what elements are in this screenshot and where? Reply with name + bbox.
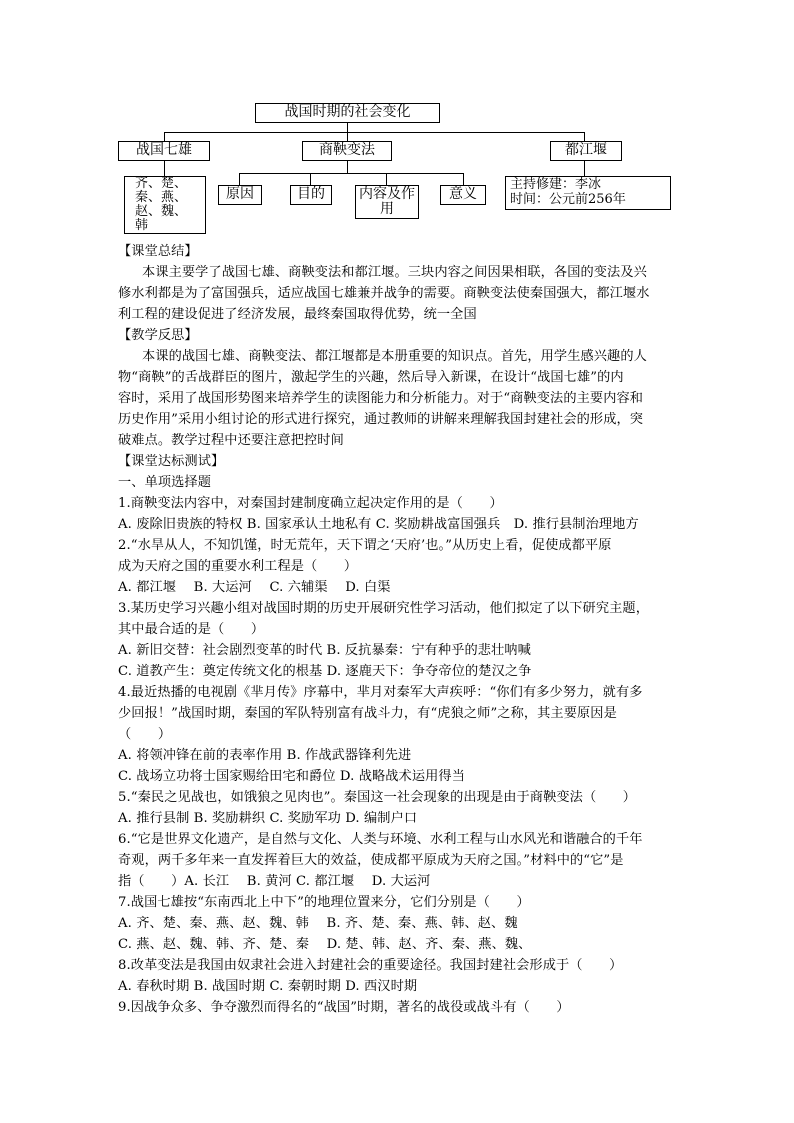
question-line: A. 都江堰 B. 大运河 C. 六辅渠 D. 白渠 xyxy=(118,580,391,595)
diagram-root: 战国时期的社会变化 xyxy=(255,103,440,123)
summary-line: 本课主要学了战国七雄、商鞅变法和都江堰。三块内容之间因果相联，各国的变法及兴 xyxy=(142,265,647,280)
question-line: 4.最近热播的电视剧《芈月传》序幕中，芈月对秦军大声疾呼：“你们有多少努力，就有多 xyxy=(118,685,643,700)
reflection-line: 本课的战国七雄、商鞅变法、都江堰都是本册重要的知识点。首先，用学生感兴趣的人 xyxy=(142,349,647,364)
diagram-shang-significance: 意义 xyxy=(440,185,486,205)
states-line: 韩 xyxy=(135,218,149,233)
question-line: A. 推行县制 B. 奖励耕织 C. 奖励军功 D. 编制户口 xyxy=(118,811,418,826)
question-line: A. 新旧交替：社会剧烈变革的时代 B. 反抗暴秦：宁有种乎的悲壮呐喊 xyxy=(118,643,531,658)
diagram-branch-dujiangyan: 都江堰 xyxy=(550,141,622,161)
question-line: 6.“它是世界文化遗产，是自然与文化、人类与环境、水利工程与山水风光和谐融合的千年 xyxy=(118,832,643,847)
diagram-branch-shang-yang: 商鞅变法 xyxy=(302,141,392,161)
question-line: 成为天府之国的重要水利工程是（ ） xyxy=(118,559,358,574)
question-line: 5.“秦民之见战也，如饿狼之见肉也”。秦国这一社会现象的出现是由于商鞅变法（ ） xyxy=(118,790,637,805)
question-line: C. 道教产生：奠定传统文化的根基 D. 逐鹿天下：争夺帝位的楚汉之争 xyxy=(118,664,532,679)
question-line: 奇观，两千多年来一直发挥着巨大的效益，使成都平原成为天府之国。”材料中的“它”是 xyxy=(118,853,624,868)
test-heading: 【课堂达标测试】 xyxy=(118,454,225,469)
question-line: A. 齐、楚、秦、燕、赵、魏、韩 B. 齐、楚、秦、燕、韩、赵、魏 xyxy=(118,916,518,931)
states-line: 秦、燕、 xyxy=(135,190,188,205)
connector xyxy=(584,161,585,176)
question-line: 少回报！”战国时期，秦国的军队特别富有战斗力，有“虎狼之师”之称，其主要原因是 xyxy=(118,706,617,721)
connector xyxy=(239,173,240,185)
reflection-line: 容时，采用了战国形势图来培养学生的读图能力和分析能力。对于“商鞅变法的主要内容和 xyxy=(118,391,644,406)
question-line: 其中最合适的是（ ） xyxy=(118,622,265,637)
connector xyxy=(386,173,387,185)
reflection-heading: 【教学反思】 xyxy=(118,328,198,343)
diagram-shang-goal: 目的 xyxy=(290,185,332,205)
connector xyxy=(164,132,584,133)
connector xyxy=(584,132,585,141)
connector xyxy=(310,173,311,185)
question-line: C. 战场立功将士国家赐给田宅和爵位 D. 战略战术运用得当 xyxy=(118,769,465,784)
question-line: 指（ ）A. 长江 B. 黄河 C. 都江堰 D. 大运河 xyxy=(118,874,431,889)
connector xyxy=(347,161,348,173)
states-line: 齐、楚、 xyxy=(135,176,188,191)
question-line: 9.因战争众多、争夺激烈而得名的“战国”时期，著名的战役或战斗有（ ） xyxy=(118,1000,570,1015)
question-line: A. 将领冲锋在前的表率作用 B. 作战武器锋利先进 xyxy=(118,748,412,763)
question-line: 8.改革变法是我国由奴隶社会进入封建社会的重要途径。我国封建社会形成于（ ） xyxy=(118,958,623,973)
connector xyxy=(463,173,464,185)
connector xyxy=(347,123,348,132)
connector xyxy=(239,173,463,174)
dujiang-builder: 主持修建：李冰 xyxy=(510,177,602,192)
summary-line: 利工程的建设促进了经济发展，最终秦国取得优势，统一全国 xyxy=(118,307,477,322)
dujiang-time: 时间：公元前256年 xyxy=(510,192,626,207)
diagram-shang-cause: 原因 xyxy=(218,185,262,205)
summary-heading: 【课堂总结】 xyxy=(118,244,198,259)
question-line: （ ） xyxy=(118,727,172,742)
summary-line: 修水利都是为了富国强兵，适应战国七雄兼并战争的需要。商鞅变法使秦国强大，都江堰水 xyxy=(118,286,650,301)
question-line: 7.战国七雄按“东南西北上中下”的地理位置来分，它们分别是（ ） xyxy=(118,895,530,910)
connector xyxy=(164,161,165,176)
reflection-line: 物“商鞅”的舌战群臣的图片，激起学生的兴趣，然后导入新课，在设计“战国七雄”的内 xyxy=(118,370,624,385)
diagram-dujiangyan-info xyxy=(505,176,671,210)
reflection-line: 破难点。教学过程中还要注意把控时间 xyxy=(118,433,344,448)
connector xyxy=(164,132,165,141)
question-line: 2.“水旱从人，不知饥馑，时无荒年，天下谓之‘天府’也。”从历史上看，促使成都平原 xyxy=(118,538,612,553)
diagram-branch-warring-states: 战国七雄 xyxy=(118,141,210,161)
question-line: A. 废除旧贵族的特权 B. 国家承认土地私有 C. 奖励耕战富国强兵 D. 推行县制治理地方 xyxy=(118,517,639,532)
diagram-seven-states xyxy=(124,176,206,234)
section-title: 一、单项选择题 xyxy=(118,475,212,490)
question-line: A. 春秋时期 B. 战国时期 C. 秦朝时期 D. 西汉时期 xyxy=(118,979,418,994)
reflection-line: 历史作用”采用小组讨论的形式进行探究，通过教师的讲解来理解我国封建社会的形成，突 xyxy=(118,412,644,427)
question-line: 3.某历史学习兴趣小组对战国时期的历史开展研究性学习活动，他们拟定了以下研究主题， xyxy=(118,601,649,616)
diagram-shang-content: 内容及作用 xyxy=(355,185,419,219)
question-line: 1.商鞅变法内容中，对秦国封建制度确立起决定作用的是（ ） xyxy=(118,496,503,511)
connector xyxy=(347,132,348,141)
question-line: C. 燕、赵、魏、韩、齐、楚、秦 D. 楚、韩、赵、齐、秦、燕、魏、 xyxy=(118,937,532,952)
states-line: 赵、魏、 xyxy=(135,204,188,219)
